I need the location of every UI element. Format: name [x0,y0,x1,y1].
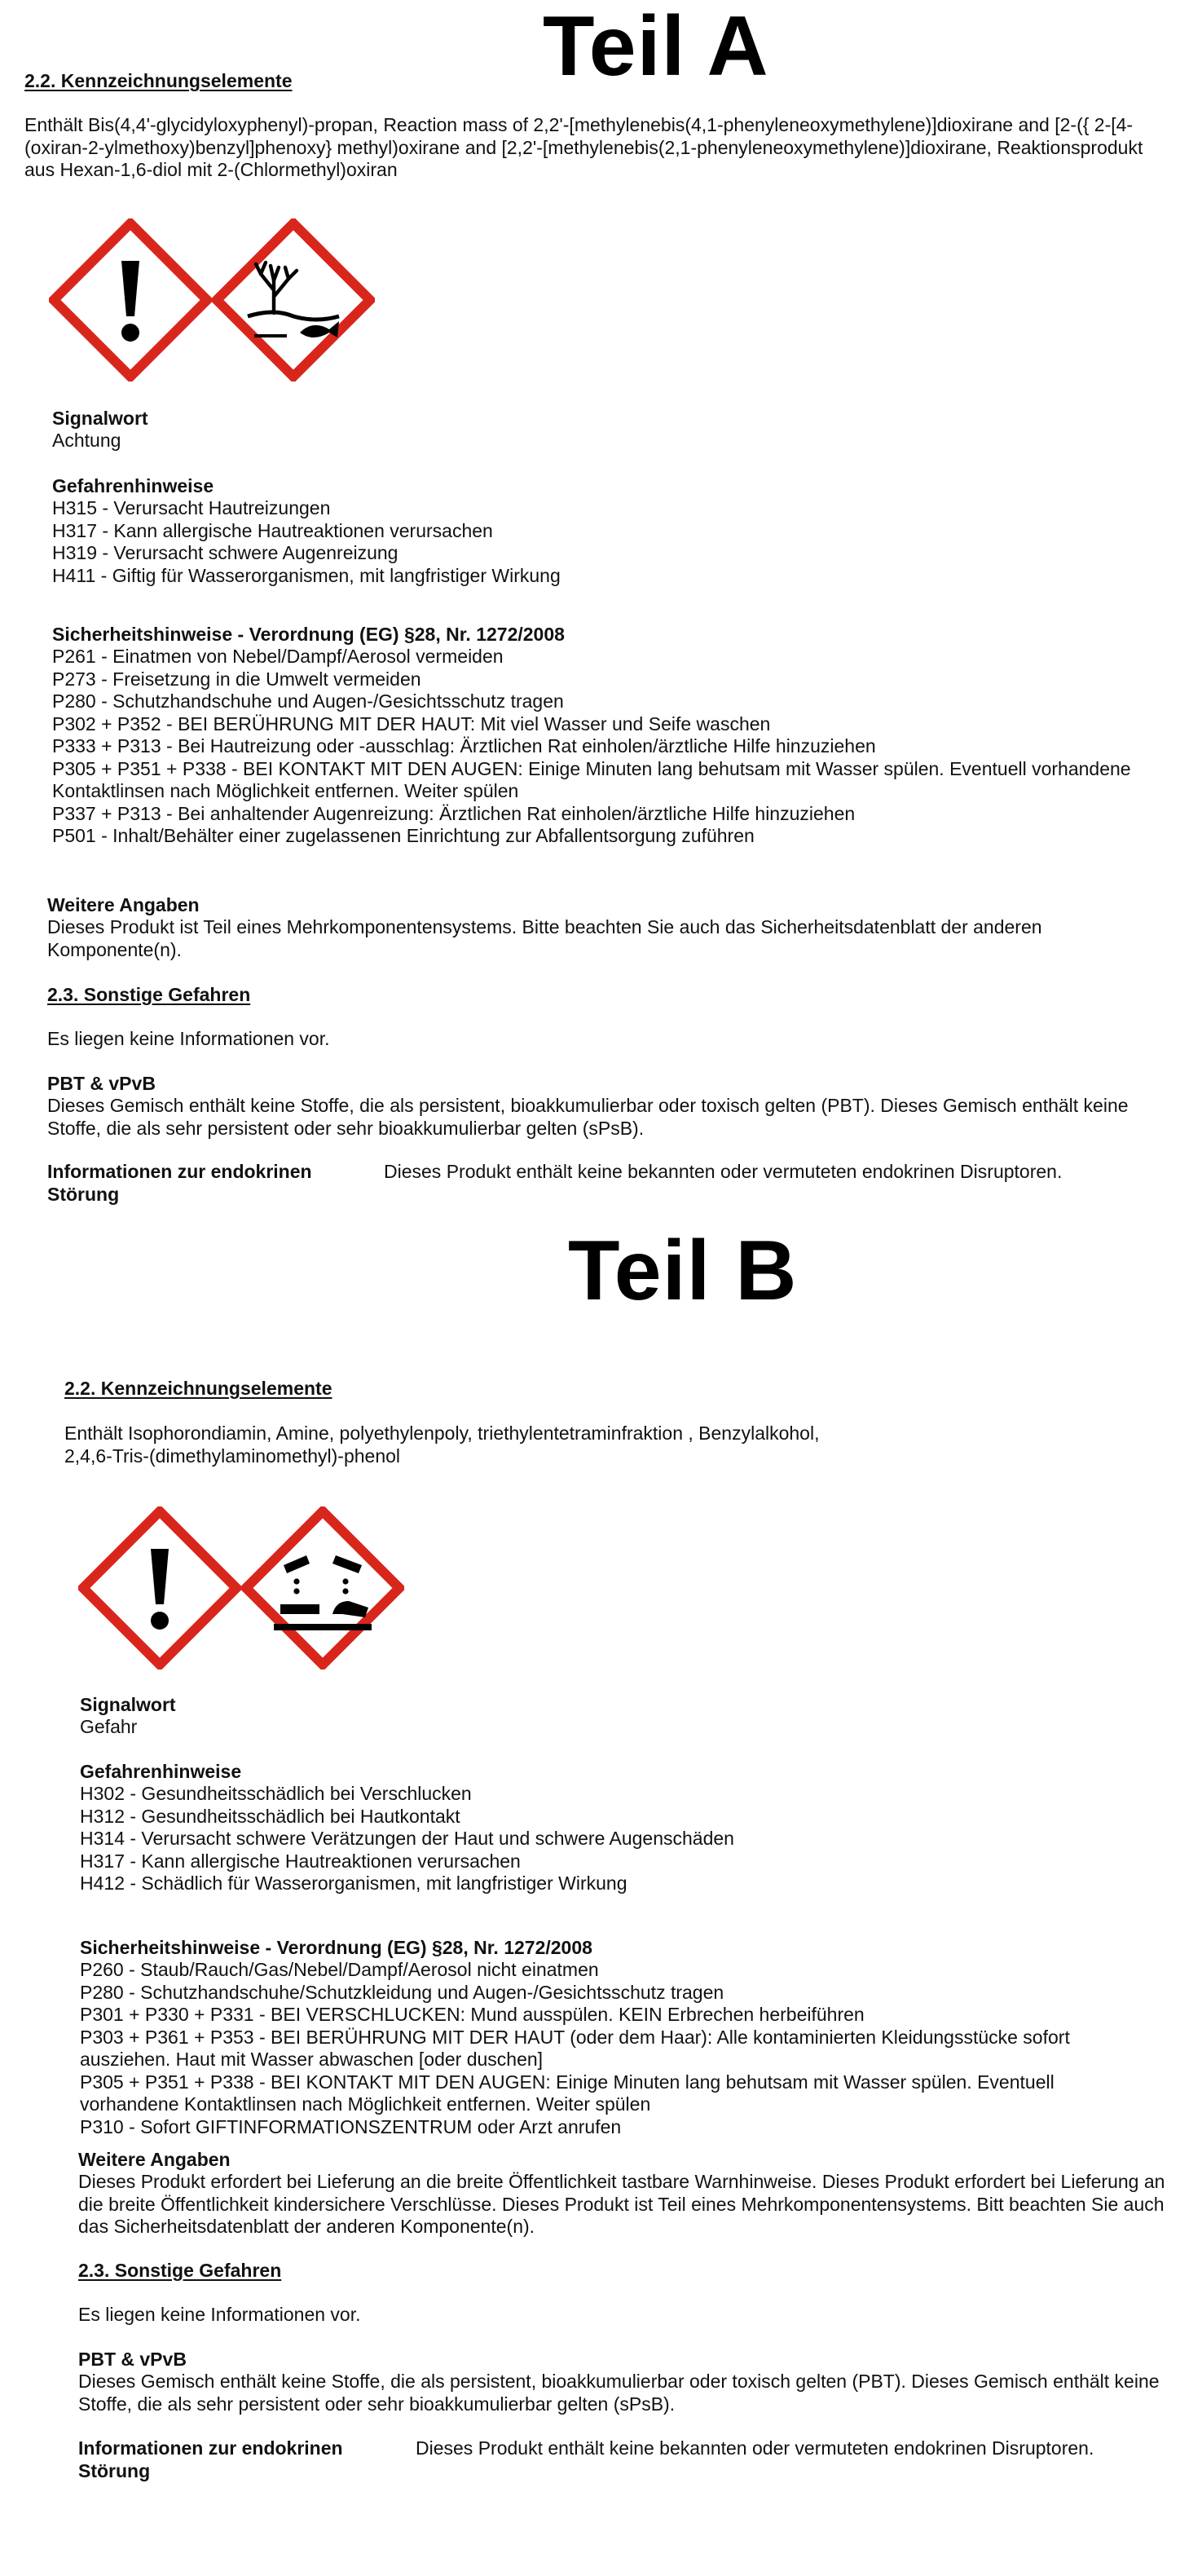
list-item: H317 - Kann allergische Hautreaktionen verursachen [52,519,493,541]
list-item: H315 - Verursacht Hautreizungen [52,497,331,518]
list-item: H302 - Gesundheitsschädlich bei Verschlucken [80,1783,472,1804]
teil-b-hazard-list [80,1783,1156,1895]
list-item: H317 - Kann allergische Hautreaktionen verursachen [80,1850,521,1872]
list-item: P303 + P361 + P353 - BEI BERÜHRUNG MIT DER HAUT (oder dem Haar): Alle kontaminierten Kleidungsstücke sofort ausziehen. Haut mit Wasser abwaschen [oder duschen] [80,2026,1070,2070]
list-item: H314 - Verursacht schwere Verätzungen der Haut und schwere Augenschäden [80,1828,734,1849]
teil-b-pbt-label: PBT & vPvB [78,2349,187,2370]
list-item: P501 - Inhalt/Behälter einer zugelassenen Einrichtung zur Abfallentsorgung zuführen [52,825,755,846]
teil-b-pictograms [78,1506,420,1670]
teil-b-further-label: Weitere Angaben [78,2149,231,2170]
list-item: H412 - Schädlich für Wasserorganismen, mit langfristiger Wirkung [80,1872,627,1894]
exclamation-mark-icon [49,218,212,382]
teil-b-safety-label: Sicherheitshinweise - Verordnung (EG) §28, Nr. 1272/2008 [80,1937,592,1958]
list-item: H411 - Giftig für Wasserorganismen, mit langfristiger Wirkung [52,564,561,586]
list-item: H319 - Verursacht schwere Augenreizung [52,542,398,563]
environment-hazard-icon [212,218,375,382]
teil-b-pbt-text: Dieses Gemisch enthält keine Stoffe, die als persistent, bioakkumulierbar oder toxisch gelten (PBT). Dieses Gemisch enthält keine Stoffe, die als sehr persistent oder sehr bioakkumulierbar gelten (sPsB). [78,2371,1160,2415]
list-item: P305 + P351 + P338 - BEI KONTAKT MIT DEN AUGEN: Einige Minuten lang behutsam mit Wasser spülen. Eventuell vorhandene Kontaktlinsen nach Möglichkeit entfernen. Weiter spülen [80,2071,1055,2115]
teil-a-hazard-list [52,497,1144,587]
corrosion-icon [241,1506,404,1670]
list-item: P337 + P313 - Bei anhaltender Augenreizung: Ärztlichen Rat einholen/ärztliche Hilfe hinzuziehen [52,802,856,824]
teil-a-further-text: Dieses Produkt ist Teil eines Mehrkomponentensystems. Bitte beachten Sie auch das Sicherheitsdatenblatt der anderen Komponente(n). [47,916,1042,960]
list-item: P273 - Freisetzung in die Umwelt vermeiden [52,668,421,690]
teil-b-safety-list [80,1959,1147,2138]
teil-b-signal-label: Signalwort [80,1694,176,1715]
list-item: P333 + P313 - Bei Hautreizung oder -ausschlag: Ärztlichen Rat einholen/ärztliche Hilfe hinzuziehen [52,735,876,756]
teil-a-safety-label: Sicherheitshinweise - Verordnung (EG) §28, Nr. 1272/2008 [52,624,565,645]
teil-b-title: Teil B [568,1224,798,1318]
teil-a-pbt-text: Dieses Gemisch enthält keine Stoffe, die als persistent, bioakkumulierbar oder toxisch gelten (PBT). Dieses Gemisch enthält keine Stoffe, die als sehr persistent oder sehr bioakkumulierbar gelten (sPsB). [47,1095,1129,1139]
teil-b-section-22-heading: 2.2. Kennzeichnungselemente [64,1378,332,1399]
teil-b-contains-text: Enthält Isophorondiamin, Amine, polyethylenpoly, triethylentetraminfraktion , Benzylalkohol, 2,4,6-Tris-(dimethylaminomethyl)-phenol [64,1423,820,1467]
list-item: P310 - Sofort GIFTINFORMATIONSZENTRUM oder Arzt anrufen [80,2115,622,2137]
list-item: H312 - Gesundheitsschädlich bei Hautkontakt [80,1805,460,1827]
teil-a-section-23-heading: 2.3. Sonstige Gefahren [47,984,251,1005]
teil-b-section-23-heading: 2.3. Sonstige Gefahren [78,2260,282,2281]
teil-a-signal-label: Signalwort [52,408,148,429]
teil-a-pbt-label: PBT & vPvB [47,1073,156,1094]
exclamation-mark-icon [78,1506,241,1670]
teil-a-pictograms [49,218,391,382]
teil-a-hazard-label: Gefahrenhinweise [52,475,214,496]
teil-b-no-info: Es liegen keine Informationen vor. [78,2304,361,2325]
teil-b-further-text: Dieses Produkt erfordert bei Lieferung an die breite Öffentlichkeit tastbare Warnhinweise. Dieses Produkt erfordert bei Lieferung an die breite Öffentlichkeit kindersichere Verschlüsse. Dieses Produkt ist Teil eines Mehrkomponentensystems. Bitt beachten Sie auch das Sicherheitsdatenblatt der anderen Komponente(n). [78,2171,1165,2237]
teil-a-section-22-heading: 2.2. Kennzeichnungselemente [24,70,293,91]
teil-b-hazard-label: Gefahrenhinweise [80,1761,242,1782]
teil-a-safety-list [52,646,1136,848]
teil-a-contains-text: Enthält Bis(4,4'-glycidyloxyphenyl)-propan, Reaction mass of 2,2'-[methylenebis(4,1-phenyleneoxymethylene)]dioxirane and [2-({ 2-[4-(oxiran-2-ylmethoxy)benzyl]phenoxy} methyl)oxirane and [2,2'-[methylenebis(2,1-phenyleneoxymethylene)]dioxirane, Reaktionsprodukt aus Hexan-1,6-diol mit 2-(Chlormethyl)oxiran [24,114,1143,180]
teil-a-endo-label: Informationen zur endokrinen Störung [47,1161,312,1205]
teil-b-signal-value: Gefahr [80,1716,138,1737]
list-item: P301 + P330 + P331 - BEI VERSCHLUCKEN: Mund ausspülen. KEIN Erbrechen herbeiführen [80,2004,865,2025]
list-item: P280 - Schutzhandschuhe/Schutzkleidung und Augen-/Gesichtsschutz tragen [80,1981,724,2003]
list-item: P305 + P351 + P338 - BEI KONTAKT MIT DEN AUGEN: Einige Minuten lang behutsam mit Wasser spülen. Eventuell vorhandene Kontaktlinsen nach Möglichkeit entfernen. Weiter spülen [52,757,1131,801]
teil-a-no-info: Es liegen keine Informationen vor. [47,1028,330,1049]
list-item: P260 - Staub/Rauch/Gas/Nebel/Dampf/Aerosol nicht einatmen [80,1959,599,1980]
teil-b-endo-text: Dieses Produkt enthält keine bekannten oder vermuteten endokrinen Disruptoren. [416,2437,1094,2459]
teil-a-endo-text: Dieses Produkt enthält keine bekannten oder vermuteten endokrinen Disruptoren. [384,1161,1063,1182]
teil-b-endo-label: Informationen zur endokrinen Störung [78,2437,343,2481]
teil-a-title: Teil A [543,0,769,94]
list-item: P261 - Einatmen von Nebel/Dampf/Aerosol vermeiden [52,646,504,667]
list-item: P302 + P352 - BEI BERÜHRUNG MIT DER HAUT: Mit viel Wasser und Seife waschen [52,712,771,734]
teil-a-further-label: Weitere Angaben [47,894,200,915]
teil-a-signal-value: Achtung [52,430,121,451]
list-item: P280 - Schutzhandschuhe und Augen-/Gesichtsschutz tragen [52,690,564,712]
